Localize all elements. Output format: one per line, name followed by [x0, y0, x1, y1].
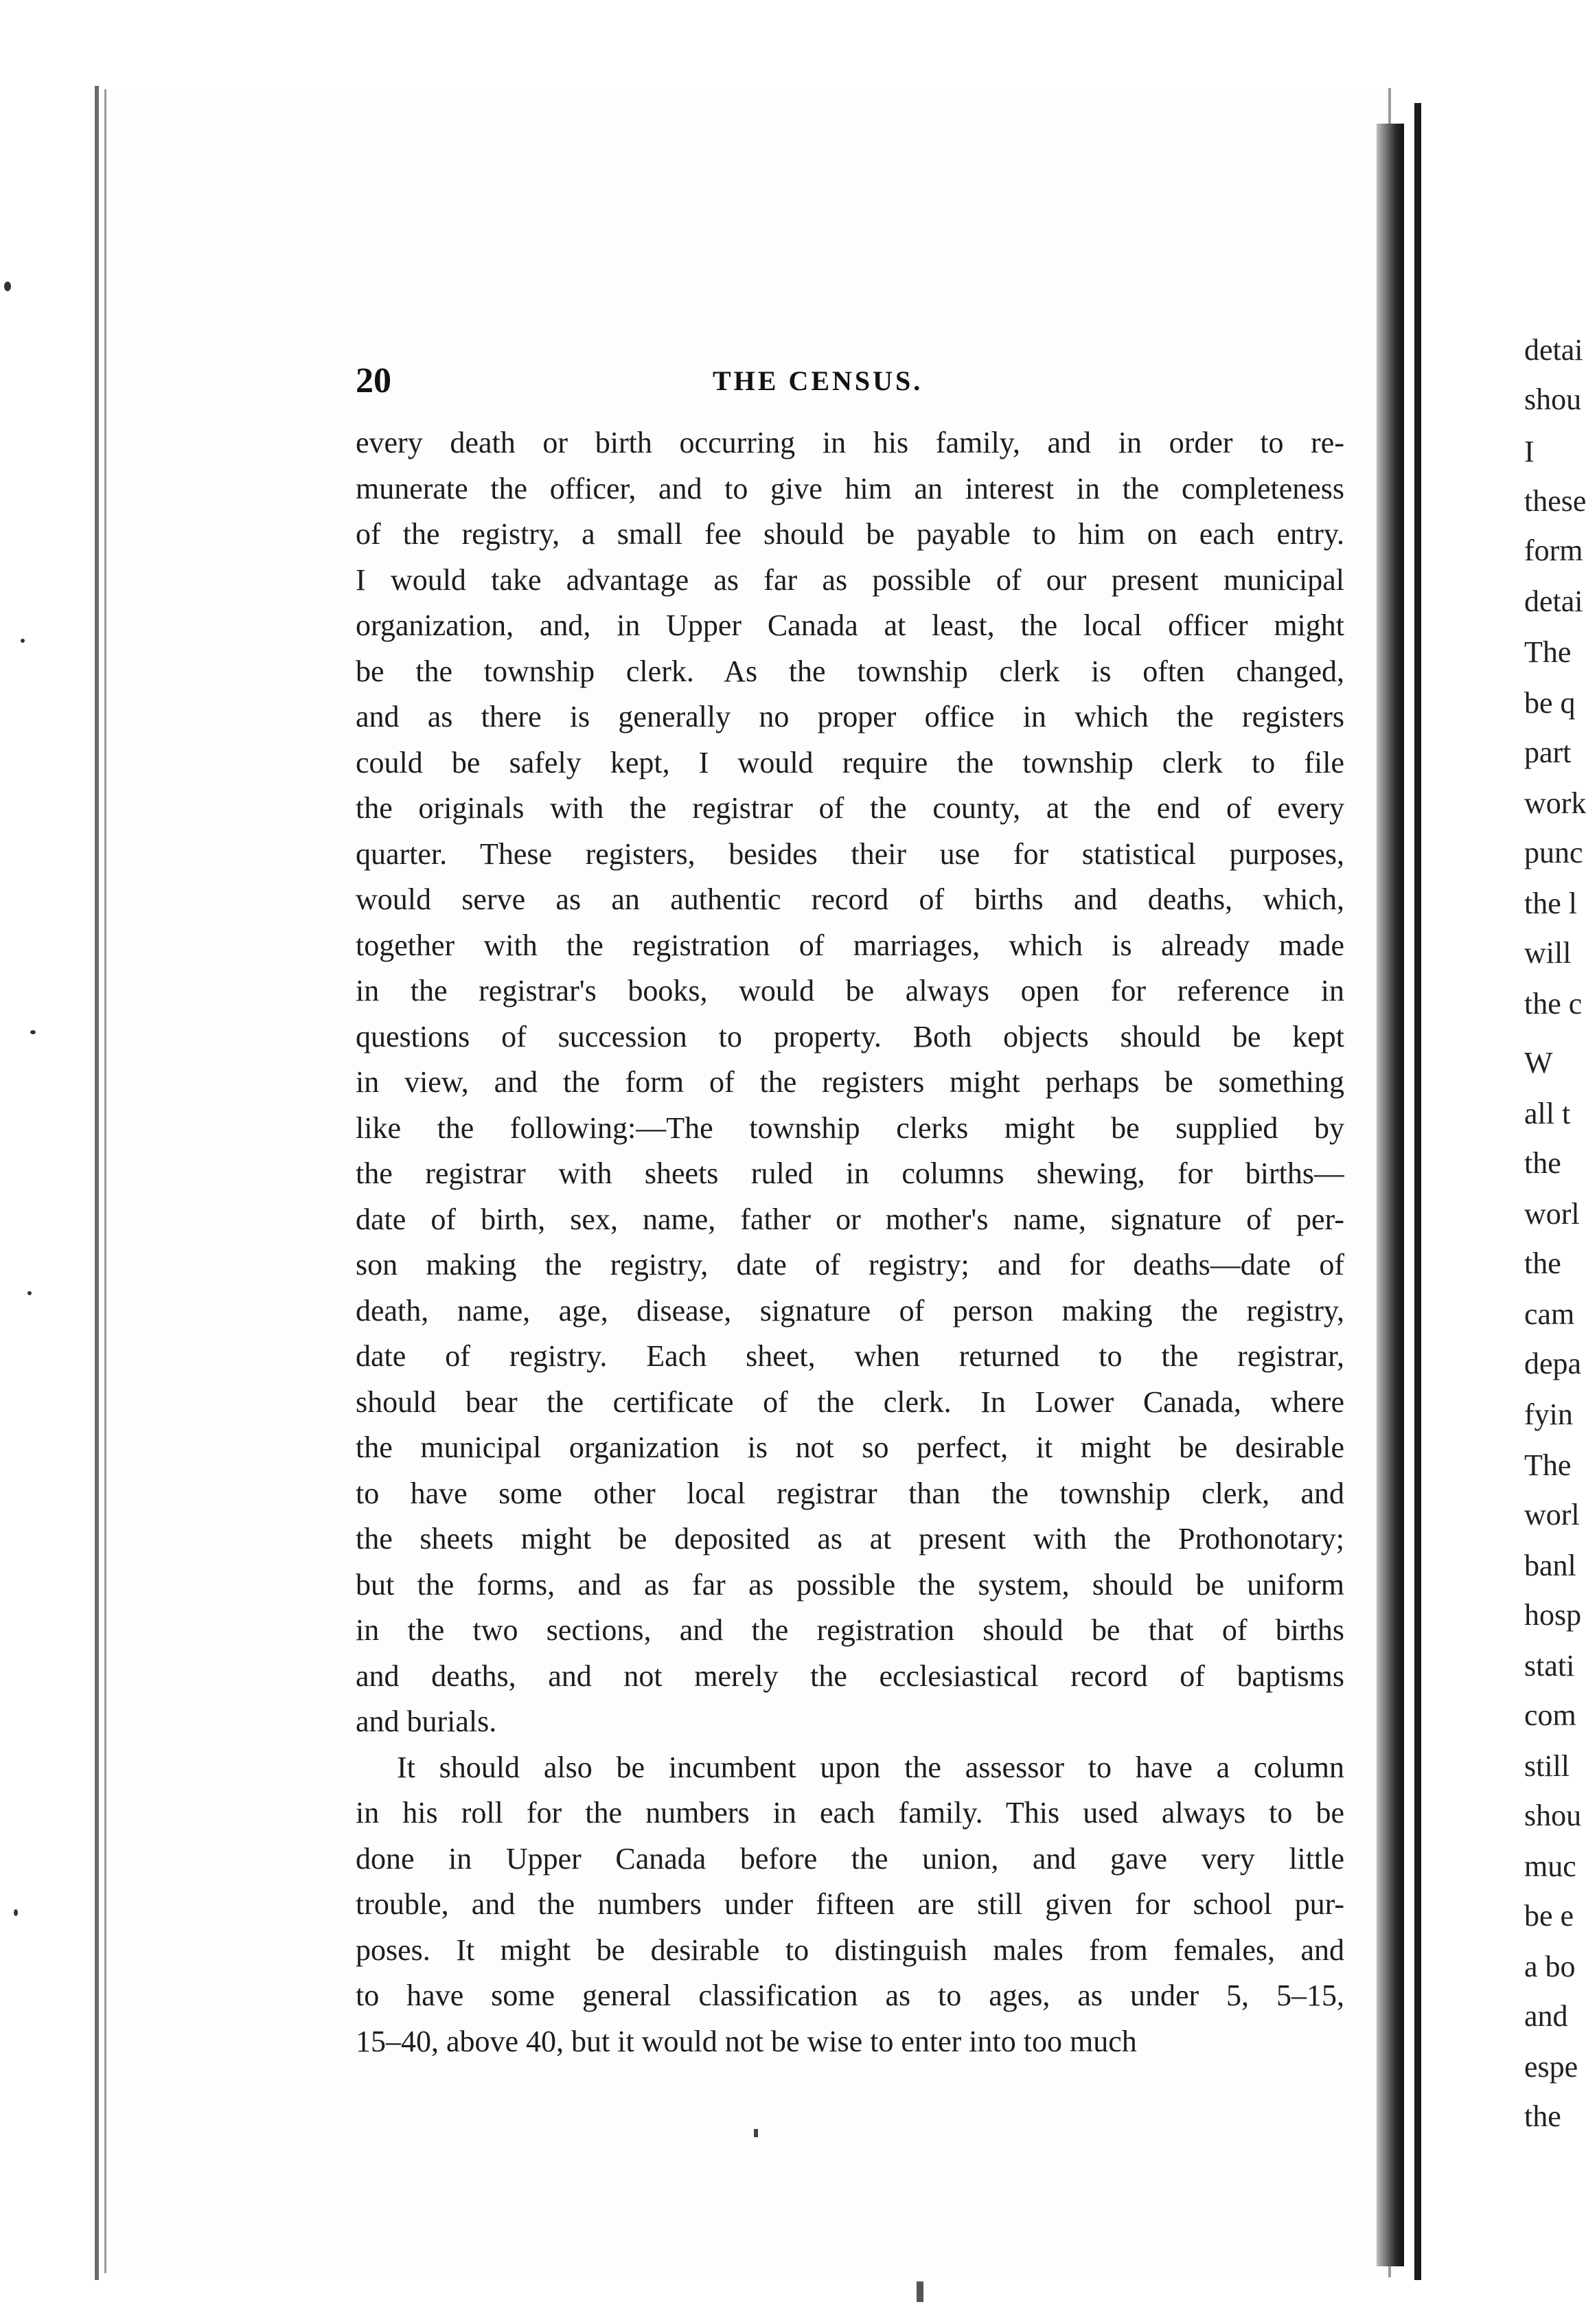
- speck: [754, 2129, 758, 2137]
- text-line: like the following:—The township clerks might be supplied by: [356, 1110, 1344, 1145]
- facing-text-fragment: W: [1524, 1046, 1553, 1080]
- facing-text-fragment: the c: [1524, 987, 1583, 1021]
- text-line: I would take advantage as far as possible of our present municipal: [356, 562, 1344, 597]
- text-line: and deaths, and not merely the ecclesiastical record of baptisms: [356, 1659, 1344, 1693]
- facing-text-fragment: cam: [1524, 1297, 1575, 1331]
- facing-text-fragment: banl: [1524, 1549, 1576, 1582]
- facing-text-fragment: be e: [1524, 1899, 1574, 1933]
- facing-text-fragment: detai: [1524, 584, 1583, 618]
- facing-text-fragment: shou: [1524, 383, 1582, 416]
- facing-text-fragment: the l: [1524, 887, 1577, 920]
- facing-text-fragment: hosp: [1524, 1598, 1582, 1632]
- text-line: would serve as an authentic record of births and deaths, which,: [356, 882, 1344, 916]
- speck: [917, 2281, 923, 2302]
- text-line: poses. It might be desirable to distinguish males from females, and: [356, 1933, 1344, 1967]
- binding-edge-inner: [104, 89, 106, 2273]
- page-title: THE CENSUS.: [713, 365, 923, 396]
- facing-page: [1414, 103, 1586, 2280]
- text-line: in view, and the form of the registers might perhaps be something: [356, 1065, 1344, 1099]
- facing-text-fragment: com: [1524, 1698, 1576, 1732]
- text-line: done in Upper Canada before the union, and gave very little: [356, 1841, 1344, 1876]
- text-line: date of birth, sex, name, father or mother's name, signature of per-: [356, 1202, 1344, 1236]
- page-number: 20: [356, 361, 391, 400]
- facing-text-fragment: punc: [1524, 836, 1583, 869]
- facing-text-fragment: a bo: [1524, 1950, 1576, 1983]
- text-line: to have some general classification as to ages, as under 5, 5–15,: [356, 1979, 1344, 2012]
- facing-text-fragment: the: [1524, 1246, 1561, 1280]
- facing-text-fragment: fyin: [1524, 1398, 1573, 1431]
- facing-text-fragment: the: [1524, 1146, 1561, 1180]
- speck: [14, 1909, 18, 1916]
- text-line: trouble, and the numbers under fifteen are still given for school pur-: [356, 1887, 1344, 1921]
- facing-text-fragment: I: [1524, 435, 1535, 468]
- text-line: in his roll for the numbers in each family. This used always to be: [356, 1796, 1344, 1830]
- text-line: the municipal organization is not so perfect, it might be desirable: [356, 1431, 1344, 1464]
- text-line: son making the registry, date of registry; and for deaths—date of: [356, 1248, 1344, 1281]
- page-fold-shadow: [1377, 124, 1404, 2266]
- text-line: but the forms, and as far as possible the system, should be uniform: [356, 1567, 1344, 1602]
- text-line: every death or birth occurring in his family, and in order to re-: [356, 426, 1344, 459]
- facing-text-fragment: worl: [1524, 1197, 1580, 1231]
- facing-text-fragment: The: [1524, 635, 1572, 669]
- binding-edge: [95, 86, 99, 2280]
- text-line: the registrar with sheets ruled in columns shewing, for births—: [356, 1157, 1344, 1190]
- speck: [21, 639, 25, 643]
- text-line: date of registry. Each sheet, when returned to the registrar,: [356, 1339, 1344, 1373]
- text-line: organization, and, in Upper Canada at least, the local officer might: [356, 608, 1344, 642]
- facing-text-fragment: these: [1524, 484, 1586, 518]
- text-line: 15–40, above 40, but it would not be wise to enter into too much: [356, 2024, 1137, 2058]
- text-line: It should also be incumbent upon the assessor to have a column: [397, 1750, 1344, 1784]
- text-line: quarter. These registers, besides their use for statistical purposes,: [356, 836, 1344, 871]
- facing-text-fragment: stati: [1524, 1649, 1575, 1683]
- facing-text-fragment: The: [1524, 1448, 1572, 1482]
- facing-text-fragment: the: [1524, 2099, 1561, 2133]
- speck: [30, 1030, 36, 1034]
- facing-text-fragment: be q: [1524, 686, 1576, 720]
- text-line: together with the registration of marriages, which is already made: [356, 928, 1344, 962]
- facing-text-fragment: muc: [1524, 1849, 1576, 1883]
- body-text: [356, 420, 1344, 2064]
- text-line: and as there is generally no proper office in which the registers: [356, 700, 1344, 733]
- text-line: questions of succession to property. Both objects should be kept: [356, 1019, 1344, 1053]
- facing-text-fragment: form: [1524, 534, 1583, 567]
- facing-text-fragment: worl: [1524, 1498, 1580, 1531]
- text-line: death, name, age, disease, signature of person making the registry,: [356, 1293, 1344, 1328]
- facing-text-fragment: and: [1524, 1999, 1568, 2033]
- speck: [4, 282, 11, 291]
- text-line: in the registrar's books, would be always open for reference in: [356, 974, 1344, 1007]
- facing-text-fragment: part: [1524, 736, 1572, 769]
- facing-text-fragment: will: [1524, 936, 1572, 970]
- text-line: should bear the certificate of the clerk. In Lower Canada, where: [356, 1385, 1344, 1419]
- facing-text-fragment: all t: [1524, 1097, 1571, 1130]
- text-line: to have some other local registrar than the township clerk, and: [356, 1476, 1344, 1510]
- facing-text-fragment: work: [1524, 786, 1586, 820]
- text-line: could be safely kept, I would require the township clerk to file: [356, 745, 1344, 779]
- text-line: in the two sections, and the registration should be that of births: [356, 1613, 1344, 1647]
- text-line: of the registry, a small fee should be payable to him on each entry.: [356, 517, 1344, 551]
- speck: [27, 1291, 32, 1295]
- facing-text-fragment: still: [1524, 1749, 1570, 1783]
- facing-text-fragment: shou: [1524, 1799, 1582, 1832]
- text-line: the sheets might be deposited as at present with the Prothonotary;: [356, 1522, 1344, 1556]
- paragraph-2: [356, 1745, 1344, 2065]
- text-line: the originals with the registrar of the county, at the end of every: [356, 791, 1344, 825]
- facing-text-fragment: depa: [1524, 1347, 1582, 1380]
- running-head: [356, 357, 1344, 405]
- paragraph-1: [356, 420, 1344, 1745]
- text-line: be the township clerk. As the township clerk is often changed,: [356, 654, 1344, 688]
- facing-text-fragment: espe: [1524, 2050, 1578, 2084]
- text-line: and burials.: [356, 1705, 497, 1738]
- facing-text-fragment: detai: [1524, 333, 1583, 367]
- text-line: munerate the officer, and to give him an interest in the completeness: [356, 471, 1344, 505]
